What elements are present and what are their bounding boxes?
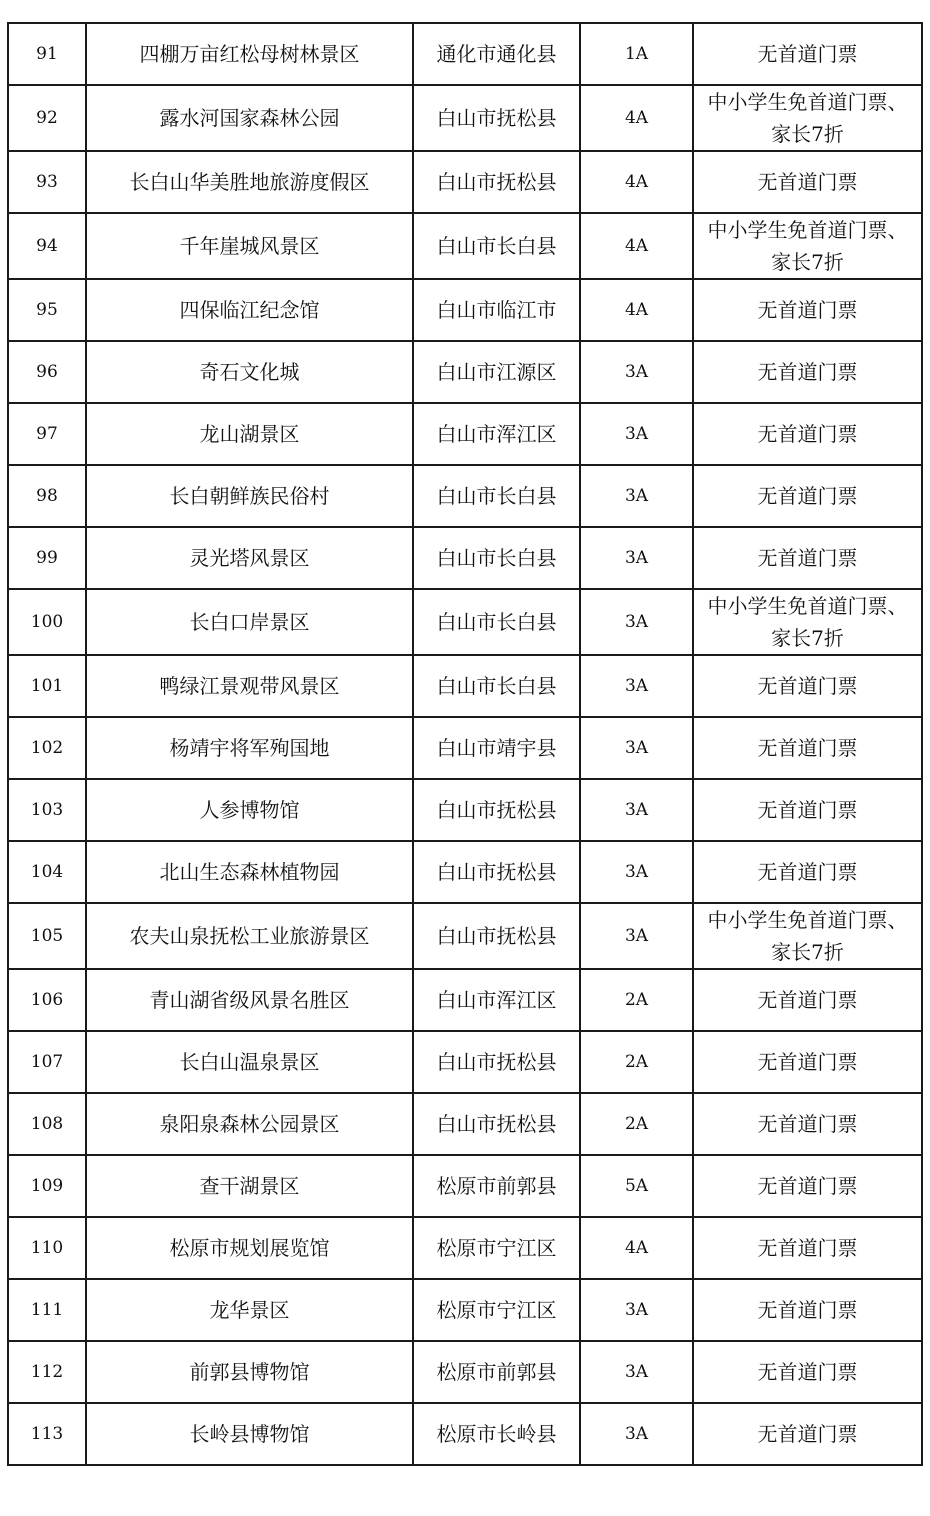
scenic-spot-name-cell: 松原市规划展览馆 [86, 1217, 413, 1279]
location-cell: 白山市临江市 [413, 279, 580, 341]
scenic-spot-name-cell: 人参博物馆 [86, 779, 413, 841]
scenic-spot-name-cell: 龙华景区 [86, 1279, 413, 1341]
table-row [8, 903, 922, 969]
scenic-spot-name-cell: 前郭县博物馆 [86, 1341, 413, 1403]
row-number-cell: 95 [8, 279, 86, 341]
ticket-policy-cell: 无首道门票 [693, 717, 922, 779]
rating-level-cell: 3A [580, 465, 693, 527]
location-cell: 白山市抚松县 [413, 841, 580, 903]
row-number-cell: 101 [8, 655, 86, 717]
ticket-policy-cell: 无首道门票 [693, 841, 922, 903]
rating-level-cell: 3A [580, 403, 693, 465]
rating-level-cell: 4A [580, 85, 693, 151]
table-row [8, 403, 922, 465]
row-number-cell: 93 [8, 151, 86, 213]
location-cell: 通化市通化县 [413, 23, 580, 85]
rating-level-cell: 2A [580, 969, 693, 1031]
ticket-policy-cell: 无首道门票 [693, 969, 922, 1031]
row-number-cell: 92 [8, 85, 86, 151]
row-number-cell: 102 [8, 717, 86, 779]
location-cell: 松原市宁江区 [413, 1217, 580, 1279]
rating-level-cell: 3A [580, 841, 693, 903]
rating-level-cell: 1A [580, 23, 693, 85]
location-cell: 白山市长白县 [413, 527, 580, 589]
table-row [8, 465, 922, 527]
ticket-policy-cell: 无首道门票 [693, 1155, 922, 1217]
scenic-spot-name-cell: 泉阳泉森林公园景区 [86, 1093, 413, 1155]
scenic-spot-name-cell: 四保临江纪念馆 [86, 279, 413, 341]
location-cell: 白山市抚松县 [413, 903, 580, 969]
ticket-policy-cell: 中小学生免首道门票、 家长7折 [693, 903, 922, 969]
ticket-policy-cell: 中小学生免首道门票、 家长7折 [693, 213, 922, 279]
location-cell: 白山市浑江区 [413, 403, 580, 465]
ticket-policy-cell: 无首道门票 [693, 151, 922, 213]
location-cell: 白山市江源区 [413, 341, 580, 403]
ticket-policy-cell: 无首道门票 [693, 1341, 922, 1403]
table-row [8, 1217, 922, 1279]
table-row [8, 527, 922, 589]
ticket-policy-cell: 无首道门票 [693, 23, 922, 85]
rating-level-cell: 4A [580, 213, 693, 279]
location-cell: 白山市长白县 [413, 213, 580, 279]
ticket-policy-cell: 中小学生免首道门票、 家长7折 [693, 85, 922, 151]
scenic-spot-name-cell: 长白山华美胜地旅游度假区 [86, 151, 413, 213]
row-number-cell: 110 [8, 1217, 86, 1279]
rating-level-cell: 5A [580, 1155, 693, 1217]
table-row [8, 1403, 922, 1465]
ticket-policy-cell: 无首道门票 [693, 1031, 922, 1093]
scenic-spot-table [7, 22, 923, 1466]
row-number-cell: 112 [8, 1341, 86, 1403]
rating-level-cell: 3A [580, 341, 693, 403]
row-number-cell: 106 [8, 969, 86, 1031]
scenic-spot-name-cell: 长岭县博物馆 [86, 1403, 413, 1465]
rating-level-cell: 3A [580, 903, 693, 969]
row-number-cell: 107 [8, 1031, 86, 1093]
rating-level-cell: 3A [580, 717, 693, 779]
row-number-cell: 96 [8, 341, 86, 403]
row-number-cell: 91 [8, 23, 86, 85]
table-row [8, 341, 922, 403]
ticket-policy-cell: 无首道门票 [693, 1279, 922, 1341]
rating-level-cell: 3A [580, 779, 693, 841]
table-row [8, 717, 922, 779]
location-cell: 白山市抚松县 [413, 1093, 580, 1155]
table-row [8, 85, 922, 151]
table-row [8, 1341, 922, 1403]
table-row [8, 1279, 922, 1341]
ticket-policy-cell: 无首道门票 [693, 655, 922, 717]
rating-level-cell: 4A [580, 1217, 693, 1279]
row-number-cell: 99 [8, 527, 86, 589]
row-number-cell: 105 [8, 903, 86, 969]
row-number-cell: 108 [8, 1093, 86, 1155]
row-number-cell: 104 [8, 841, 86, 903]
table-row [8, 1031, 922, 1093]
location-cell: 白山市靖宇县 [413, 717, 580, 779]
table-row [8, 589, 922, 655]
scenic-spot-name-cell: 杨靖宇将军殉国地 [86, 717, 413, 779]
table-row [8, 969, 922, 1031]
rating-level-cell: 3A [580, 1341, 693, 1403]
location-cell: 白山市抚松县 [413, 1031, 580, 1093]
ticket-policy-cell: 无首道门票 [693, 341, 922, 403]
ticket-policy-cell: 无首道门票 [693, 1093, 922, 1155]
location-cell: 白山市抚松县 [413, 85, 580, 151]
row-number-cell: 111 [8, 1279, 86, 1341]
row-number-cell: 94 [8, 213, 86, 279]
table-row [8, 841, 922, 903]
table-row [8, 1155, 922, 1217]
scenic-spot-name-cell: 查干湖景区 [86, 1155, 413, 1217]
location-cell: 松原市前郭县 [413, 1155, 580, 1217]
scenic-spot-name-cell: 奇石文化城 [86, 341, 413, 403]
ticket-policy-cell: 无首道门票 [693, 527, 922, 589]
location-cell: 白山市抚松县 [413, 779, 580, 841]
scenic-spot-name-cell: 露水河国家森林公园 [86, 85, 413, 151]
ticket-policy-cell: 无首道门票 [693, 779, 922, 841]
table-row [8, 151, 922, 213]
scenic-spot-name-cell: 北山生态森林植物园 [86, 841, 413, 903]
scenic-spot-name-cell: 长白口岸景区 [86, 589, 413, 655]
table-row [8, 23, 922, 85]
scenic-spot-name-cell: 千年崖城风景区 [86, 213, 413, 279]
rating-level-cell: 3A [580, 1279, 693, 1341]
ticket-policy-cell: 无首道门票 [693, 403, 922, 465]
location-cell: 松原市长岭县 [413, 1403, 580, 1465]
scenic-spot-name-cell: 长白朝鲜族民俗村 [86, 465, 413, 527]
table-row [8, 779, 922, 841]
row-number-cell: 98 [8, 465, 86, 527]
rating-level-cell: 2A [580, 1093, 693, 1155]
row-number-cell: 97 [8, 403, 86, 465]
row-number-cell: 109 [8, 1155, 86, 1217]
ticket-policy-cell: 无首道门票 [693, 1403, 922, 1465]
rating-level-cell: 3A [580, 589, 693, 655]
scenic-spot-name-cell: 农夫山泉抚松工业旅游景区 [86, 903, 413, 969]
row-number-cell: 100 [8, 589, 86, 655]
location-cell: 白山市抚松县 [413, 151, 580, 213]
location-cell: 松原市宁江区 [413, 1279, 580, 1341]
location-cell: 白山市长白县 [413, 465, 580, 527]
rating-level-cell: 4A [580, 279, 693, 341]
ticket-policy-cell: 无首道门票 [693, 279, 922, 341]
table-row [8, 279, 922, 341]
rating-level-cell: 2A [580, 1031, 693, 1093]
table-row [8, 1093, 922, 1155]
location-cell: 松原市前郭县 [413, 1341, 580, 1403]
row-number-cell: 113 [8, 1403, 86, 1465]
scenic-spot-name-cell: 龙山湖景区 [86, 403, 413, 465]
rating-level-cell: 3A [580, 527, 693, 589]
table-row [8, 213, 922, 279]
rating-level-cell: 3A [580, 1403, 693, 1465]
scenic-spot-name-cell: 四棚万亩红松母树林景区 [86, 23, 413, 85]
ticket-policy-cell: 无首道门票 [693, 465, 922, 527]
table-row [8, 655, 922, 717]
location-cell: 白山市浑江区 [413, 969, 580, 1031]
scenic-spot-name-cell: 鸭绿江景观带风景区 [86, 655, 413, 717]
ticket-policy-cell: 无首道门票 [693, 1217, 922, 1279]
scenic-spot-name-cell: 灵光塔风景区 [86, 527, 413, 589]
location-cell: 白山市长白县 [413, 655, 580, 717]
rating-level-cell: 3A [580, 655, 693, 717]
scenic-spot-name-cell: 长白山温泉景区 [86, 1031, 413, 1093]
location-cell: 白山市长白县 [413, 589, 580, 655]
rating-level-cell: 4A [580, 151, 693, 213]
ticket-policy-cell: 中小学生免首道门票、 家长7折 [693, 589, 922, 655]
scenic-spot-name-cell: 青山湖省级风景名胜区 [86, 969, 413, 1031]
table-body [8, 23, 922, 1465]
row-number-cell: 103 [8, 779, 86, 841]
